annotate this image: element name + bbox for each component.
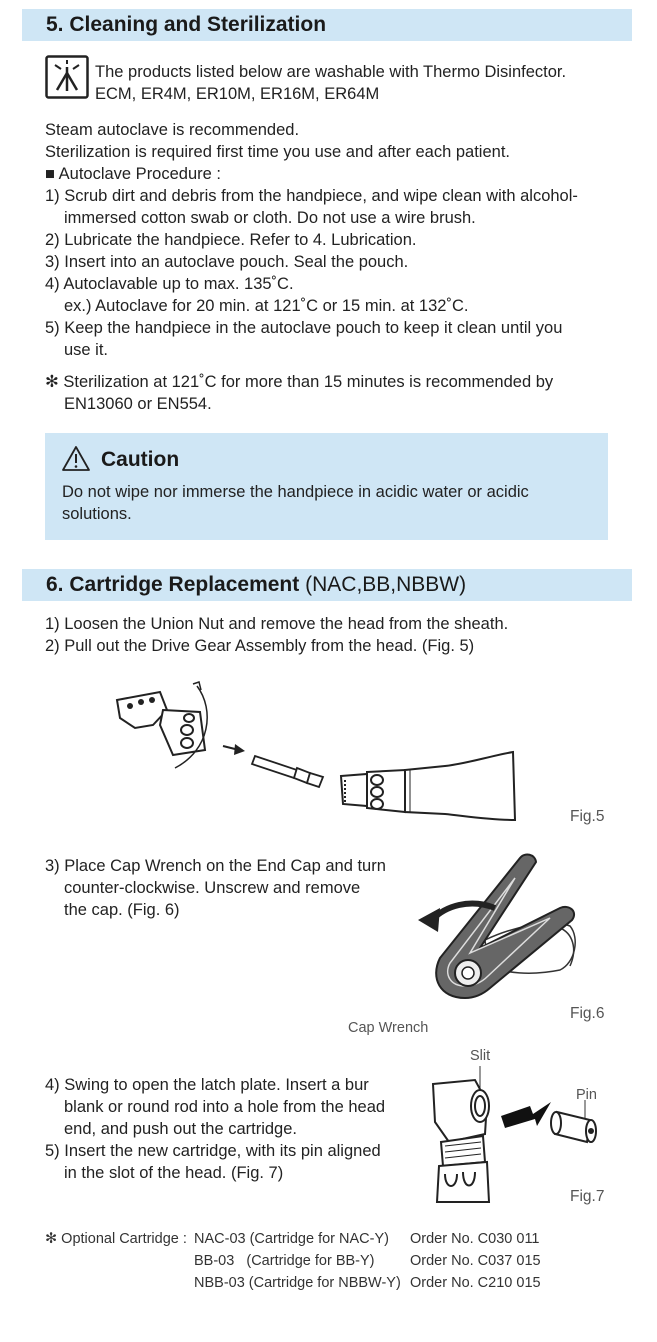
thermo-disinfector-icon xyxy=(45,55,89,99)
optional-row-name: NBB-03 (Cartridge for NBBW-Y) xyxy=(194,1275,401,1291)
step-4-line-1: 4) Swing to open the latch plate. Insert a bur xyxy=(45,1076,369,1094)
warning-icon xyxy=(61,445,91,472)
optional-row-name: BB-03 (Cartridge for BB-Y) xyxy=(194,1253,375,1269)
step-3-line-3: the cap. (Fig. 6) xyxy=(64,901,180,919)
optional-row-order: Order No. C030 011 xyxy=(410,1231,540,1247)
body-line: Sterilization is required first time you use and after each patient. xyxy=(45,143,510,161)
section6-title xyxy=(46,573,466,597)
cap-wrench-label: Cap Wrench xyxy=(348,1020,429,1036)
step-3-line-2: counter-clockwise. Unscrew and remove xyxy=(64,879,361,897)
fig7-label: Fig.7 xyxy=(570,1188,605,1205)
section6-header xyxy=(22,569,632,601)
section5-header xyxy=(22,9,632,41)
caution-line-2: solutions. xyxy=(62,505,132,523)
caution-title: Caution xyxy=(101,448,180,471)
body-line: 3) Insert into an autoclave pouch. Seal the pouch. xyxy=(45,253,409,271)
fig6-label: Fig.6 xyxy=(570,1005,605,1022)
fig5-label: Fig.5 xyxy=(570,808,605,825)
body-line: Steam autoclave is recommended. xyxy=(45,121,300,139)
body-line: 4) Autoclavable up to max. 135˚C. xyxy=(45,275,294,293)
fig6-illustration xyxy=(410,848,590,1018)
step-5-line-1: 5) Insert the new cartridge, with its pin aligned xyxy=(45,1142,381,1160)
optional-row-order: Order No. C037 015 xyxy=(410,1253,541,1269)
section6-title-bold: 6. Cartridge Replacement xyxy=(46,573,300,596)
body-line: 5) Keep the handpiece in the autoclave pouch to keep it clean until you xyxy=(45,319,563,337)
thermo-line-2: ECM, ER4M, ER10M, ER16M, ER64M xyxy=(95,85,380,103)
optional-label: ✻ Optional Cartridge : xyxy=(45,1231,187,1247)
caution-box xyxy=(45,433,608,540)
step-5-line-2: in the slot of the head. (Fig. 7) xyxy=(64,1164,284,1182)
body-line: use it. xyxy=(64,341,109,359)
optional-row-name: NAC-03 (Cartridge for NAC-Y) xyxy=(194,1231,389,1247)
pin-label: Pin xyxy=(576,1087,597,1103)
step-1: 1) Loosen the Union Nut and remove the head from the sheath. xyxy=(45,615,509,633)
body-line: immersed cotton swab or cloth. Do not use a wire brush. xyxy=(64,209,476,227)
section6-title-light: (NAC,BB,NBBW) xyxy=(305,573,467,596)
optional-row-order: Order No. C210 015 xyxy=(410,1275,541,1291)
step-3-line-1: 3) Place Cap Wrench on the End Cap and turn xyxy=(45,857,386,875)
fig5-illustration xyxy=(105,680,525,830)
slit-label: Slit xyxy=(470,1048,491,1064)
step-2: 2) Pull out the Drive Gear Assembly from the head. (Fig. 5) xyxy=(45,637,475,655)
caution-line-1: Do not wipe nor immerse the handpiece in acidic water or acidic xyxy=(62,483,529,501)
body-line: 1) Scrub dirt and debris from the handpiece, and wipe clean with alcohol- xyxy=(45,187,578,205)
body-line: ex.) Autoclave for 20 min. at 121˚C or 15 min. at 132˚C. xyxy=(64,297,469,315)
step-4-line-2: blank or round rod into a hole from the head xyxy=(64,1098,386,1116)
note-line-1: ✻ Sterilization at 121˚C for more than 15 minutes is recommended by xyxy=(45,373,554,391)
body-line: ■ Autoclave Procedure : xyxy=(45,165,221,183)
thermo-line-1: The products listed below are washable with Thermo Disinfector. xyxy=(95,63,567,81)
note-line-2: EN13060 or EN554. xyxy=(64,395,212,413)
step-4-line-3: end, and push out the cartridge. xyxy=(64,1120,297,1138)
section5-title: 5. Cleaning and Sterilization xyxy=(46,13,327,36)
body-line: 2) Lubricate the handpiece. Refer to 4. Lubrication. xyxy=(45,231,417,249)
